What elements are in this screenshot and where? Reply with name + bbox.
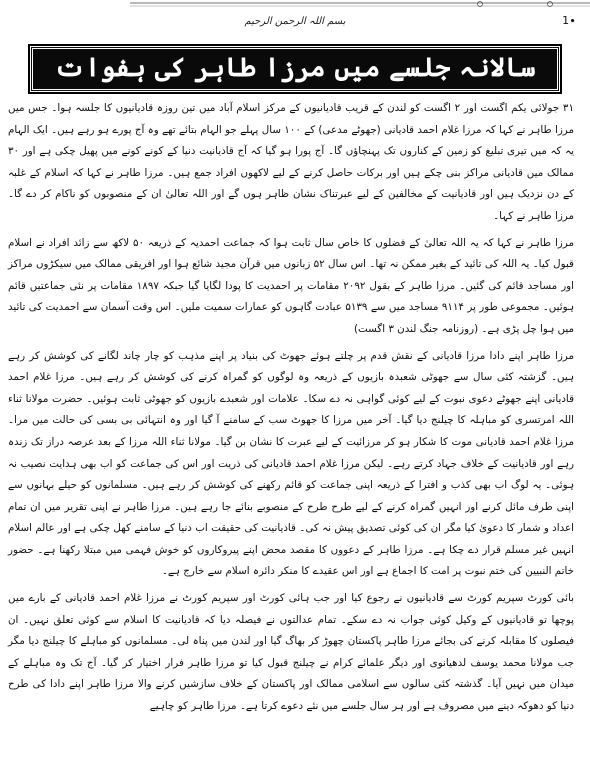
bismillah-heading: بسم اللہ الرحمن الرحیم (244, 16, 346, 27)
title-banner (0, 46, 590, 92)
paragraph: بائی کورٹ سپریم کورٹ سے قادیانیوں نے رجوع کیا اور جب ہائی کورٹ اور سپریم کورٹ نے مرزا غلام احمد قادیانی کے بارے میں پوچھا تو قادیانیوں کے وکیل کوئی جواب نہ دے سکے۔ تمام عدالتوں نے فیصلہ دیا کہ قادیانیت کا اسلام سے کوئی تعلق نہیں۔ ان فیصلوں کا مقابلہ کرنے کی بجائے مرزا طاہر پاکستان چھوڑ کر بھاگ گیا اور لندن میں پناہ لی۔ مسلمانوں کو مباہلے کا چیلنج دیا مگر جب مولانا محمد یوسف لدھیانوی اور دیگر علمائے کرام نے چیلنج قبول کیا تو مرزا طاہر فرار اختیار کر گیا۔ آج تک وہ مباہلے کے میدان میں نہیں آیا۔ گذشتہ کئی سالوں سے اسلامی ممالک اور پاکستان کے خلاف سازشیں کرنے والا مرزا طاہر اپنے دادا کی طرح دنیا کو دھوکہ دینے میں مصروف ہے اور ہر سال جلسے میں نئے دعوے کرتا ہے۔ مرزا طاہر کو چاہیے (8, 592, 574, 713)
article-body (8, 98, 574, 723)
paragraph: ۳۱ جولائی یکم اگست اور ۲ اگست کو لندن کے قریب قادیانیوں کے مرکز اسلام آباد میں تین روزہ قادیانیوں کا جلسہ ہوا۔ جس میں مرزا طاہر نے کہا کہ مرزا غلام احمد قادیانی (جھوٹے مدعی) کے ۱۰۰ سال پہلے جو الہام بتائے تھے وہ آج پورے ہو رہے ہیں۔ ایک الہام یہ کہ میں تیری تبلیغ کو زمین کے کناروں تک پہنچاؤں گا۔ آج پورا ہو گیا کہ آج قادیانیت دنیا کے کونے کونے میں پھیل چکی ہے اور ۳۰ ممالک میں قادیانی مراکز بنی چکے ہیں اور برکات حاصل کرنے کے لیے لاکھوں افراد جمع ہیں۔ مرزا طاہر نے کہا کہ اسلام کے غلبہ کے دن نزدیک ہیں اور قادیانیت کے مخالفین کے لیے عبرتناک نشان ظاہر ہوں گے اور اللہ تعالیٰ ان کے منصوبوں کو ناکام کر دے گا۔ مرزا طاہر نے کہا۔ (8, 102, 574, 222)
article-title: سالانہ جلسے میں مرزا طاہر کی ہفوات (30, 46, 561, 92)
paragraph: مرزا طاہر نے کہا کہ یہ اللہ تعالیٰ کے فضلوں کا خاص سال ثابت ہوا کہ جماعت احمدیہ کے ذریعہ ۵۰ لاکھ سے زائد افراد نے اسلام قبول کیا۔ یہ اللہ کی تائید کے بغیر ممکن نہ تھا۔ اس سال ۵۲ زبانوں میں قرآن مجید شائع ہوا اور افریقی ممالک میں سیکڑوں مراکز اور مساجد قائم کی گئیں۔ مرزا طاہر کے بقول ۲۰۹۲ مقامات پر احمدیت کا پودا لگایا گیا جبکہ ۱۸۹۷ مقامات پر نئی جماعتیں قائم ہوئیں۔ مجموعی طور پر ۹۱۱۴ مساجد میں سے ۵۱۳۹ عبادت گاہوں کو عمارات سمیت ملیں۔ اس وقت آسمان سے احمدیت کی تائید میں ہوا چل پڑی ہے۔ (روزنامہ جنگ لندن ۳ اگست) (8, 236, 575, 335)
paragraph: مرزا طاہر اپنے دادا مرزا قادیانی کے نقش قدم پر چلتے ہوئے جھوٹ کی بنیاد پر اپنے مذہب کو چار چاند لگانے کی کوشش کر رہے ہیں۔ گزشتہ کئی سال سے جھوٹی شعبدہ بازیوں کے ذریعہ وہ لوگوں کو گمراہ کرنے کی کوشش کر رہے ہیں۔ مرزا غلام احمد قادیانی اپنے جھوٹے دعوی نبوت کے لیے کوئی گواہی نہ دے سکا۔ علامات اور شعبدے بازیوں کو جھوٹی ثابت ہوئیں۔ حضرت مولانا ثناء اللہ امرتسری کو مباہلہ کا چیلنج دیا گیا۔ آخر میں مرزا کا جھوٹ سب کے سامنے آ گیا اور وہ انتہائی بی بسی کی حالت میں مرا۔ مرزا غلام احمد قادیانی موت کا شکار ہو کر مرزائیت کے لیے عبرت کا نشان بن گیا۔ مولانا ثناء اللہ مرزا کے بعد عرصہ دراز تک زندہ رہے اور قادیانیت کے خلاف جہاد کرتے رہے۔ لیکن مرزا غلام احمد قادیانی کی ذریت اور اس کی جماعت کو اب بھی ہدایت نصیب نہ ہوئی۔ یہ لوگ اب بھی کذب و افترا کے ذریعہ اپنی جماعت کو قائم رکھنے کی کوشش کر رہے ہیں۔ مسلمانوں کو حیلے بہانوں سے اپنی طرف مائل کرنے اور انہیں گمراہ کرنے کے لیے طرح طرح کے منصوبے بنائے جا رہے ہیں۔ مرزا طاہر نے اپنی تقریر میں ان تمام اعداد و شمار کا دعویٰ کیا مگر ان کی کوئی تصدیق پیش نہ کی۔ قادیانیت کی حقیقت اب دنیا کے سامنے کھل چکی ہے اور عالم اسلام انہیں غیر مسلم قرار دے چکا ہے۔ مرزا طاہر کے دعووں کا مقصد محض اپنے پیروکاروں کو خوش فہمی میں مبتلا رکھنا ہے۔ حضور خاتم النبیین کی ختم نبوت پر امت کا اجماع ہے اور اس عقیدے کا منکر دائرہ اسلام سے خارج ہے۔ (8, 349, 574, 578)
page-border-ornament (130, 0, 590, 8)
page-number: 1∙ (562, 14, 576, 27)
